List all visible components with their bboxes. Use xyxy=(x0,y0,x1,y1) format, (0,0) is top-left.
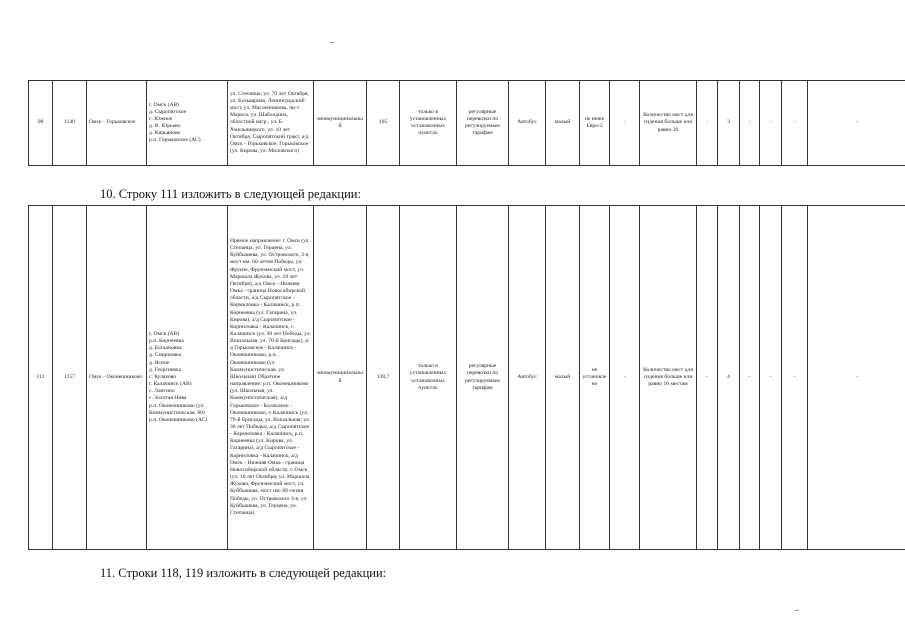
cell-length: 105 xyxy=(367,81,400,166)
table-row xyxy=(29,81,905,166)
stop-item: г. Омск (АВ) xyxy=(149,330,180,337)
cell-dash: - xyxy=(610,206,640,550)
cell-size: малый xyxy=(546,206,580,550)
cell-route-name: Омск - Горьковское xyxy=(87,81,147,166)
cell-dash: - xyxy=(697,81,718,166)
cell-stops-mode: только в установленных остановочных пунктах xyxy=(400,81,457,166)
cell-dash: - xyxy=(760,81,782,166)
cell-route-type: межмуниципальный xyxy=(314,206,367,550)
cell-stops xyxy=(147,81,228,166)
cell-vehicle: Автобус xyxy=(509,81,546,166)
section-heading-10: 10. Строку 111 изложить в следующей редакции: xyxy=(100,187,361,201)
cell-qty: 4 xyxy=(718,206,740,550)
stop-item: с. Южное xyxy=(149,115,173,122)
cell-tariff: регулярные перевозки по регулируемым тарифам xyxy=(457,81,509,166)
cell-capacity: Количество мест для сидения больше или равно 10 местам xyxy=(640,206,697,550)
stop-item: д. Н. Юрьево xyxy=(149,123,181,129)
stop-item: р.п. Горьковское (АС) xyxy=(149,137,201,144)
cell-streets: ул. Степанца, ул. 70 лет Октября, ул. Бульварная, Ленинградский мост, ул. Масленникова, пр-т Маркса, ул. Шаболдина, областной нагр., ул. Б. Хмельницкого, ул. 10 лет Октября, Сыропятский тракт, а/д Омск - Горьковское, Горьковское (ул. Кирова, ул. Миловского) xyxy=(228,81,314,166)
cell-dash: - xyxy=(697,206,718,550)
cell-dash: - xyxy=(610,81,640,166)
stop-item: д. Смирновка xyxy=(149,352,182,359)
stop-item: г. Омск (АВ) xyxy=(149,101,180,108)
route-table-row-111 xyxy=(28,205,905,550)
cell-code: 1140 xyxy=(53,81,87,166)
stop-item: с. Кулаково xyxy=(149,373,177,380)
cell-qty: 3 xyxy=(718,81,740,166)
cell-dash: - xyxy=(808,81,905,166)
cell-code: 1157 xyxy=(53,206,87,550)
stop-item: р.п. Оконешниково (ул. Коммунистическая, 80) xyxy=(149,402,205,416)
stop-item: р.п. Оконешниково (АС) xyxy=(149,416,208,423)
cell-eco: не установлено xyxy=(580,206,610,550)
cell-size: малый xyxy=(546,81,580,166)
cell-dash: - xyxy=(808,206,905,550)
cell-dash: - xyxy=(782,206,808,550)
cell-streets: Прямое направление: г. Омск (ул. Степанца, ул. Герцена, ул. Куйбышева, ул. Островского, 3-я, мост им. 60-летия Победы, ул. Фрунзе, Фрунзенский мост, ул. Маршала Жукова, ул. 10 лет Октября), а/д Омск - Нижняя Омка - граница Новосибирской области, а/д Сыропятское - Кормиловка - Калачинск, р.п. Корнеевка (ул. Гагарина, ул. Кирова), а/д Сыропятское - Корниловка - Калачинск, г. Калачинск (ул. 30 лет Победы, ул. Вокзальная, ул. 70-й Бригады), а/д Горьковское - Калачинск - Оконешниково, р.п. Оконешниково (ул. Коммунистическая, ул. Школьная) Обратное направление: р.п. Оконешниково (ул. Школьная, ул. Коммунистическая), а/д Горьковское - Калачинск - Оконешниково, г. Калачинск (ул. 70-й Бригады, ул. Вокзальная, ул. 30 лет Победы), а/д Сыропятское - Кормиловка - Калачинск, р.п. Корнеевка (ул. Кирова, ул. Гагарина), а/д Сыропятское - Корниловка - Калачинск, а/д Омск - Нижняя Омка - граница Новосибирской области, г. Омск (ул. 10 лет Октября, ул. Маршала Жукова, Фрунзенский мост, ул. Куйбышева, мост им. 60-летия Победы, ул. Островского 3-я, ул. Куйбышева, ул. Герцена, ул. Степанца) xyxy=(228,206,314,550)
cell-vehicle: Автобус xyxy=(509,206,546,550)
scan-mark xyxy=(795,610,799,611)
cell-route-name: Омск - Оконешниково xyxy=(87,206,147,550)
cell-stops xyxy=(147,206,228,550)
route-table-row-98 xyxy=(28,80,905,166)
stop-item: с. Лангино xyxy=(149,388,175,395)
cell-capacity: Количество мест для сидения больше или равно 20 xyxy=(640,81,697,166)
stop-item: р.п. Корнеевка xyxy=(149,338,184,345)
section-heading-11: 11. Строки 118, 119 изложить в следующей редакции: xyxy=(100,566,387,580)
cell-eco: не ниже Евро-2 xyxy=(580,81,610,166)
cell-stops-mode: только в установленных остановочных пунктах xyxy=(400,206,457,550)
scan-mark xyxy=(330,42,334,43)
cell-num: 111 xyxy=(29,206,53,550)
stop-item: г. Калачинск (АВ) xyxy=(149,381,192,388)
cell-num: 98 xyxy=(29,81,53,166)
stop-item: с. Золотая Нива xyxy=(149,395,187,402)
cell-dash: - xyxy=(782,81,808,166)
stop-item: д. Кирьяново xyxy=(149,130,181,137)
cell-route-type: межмуниципальный xyxy=(314,81,367,166)
cell-dash: - xyxy=(740,206,760,550)
cell-dash: - xyxy=(740,81,760,166)
stop-item: д. Богдановка xyxy=(149,345,182,352)
stop-item: д. Сыропятское xyxy=(149,108,187,115)
stop-item: д. Ясное xyxy=(149,359,170,366)
table-row xyxy=(29,206,905,550)
stop-item: д. Георгиевка xyxy=(149,366,182,373)
cell-dash: - xyxy=(760,206,782,550)
cell-tariff: регулярные перевозки по регулируемым тарифам xyxy=(457,206,509,550)
cell-length: 138,7 xyxy=(367,206,400,550)
